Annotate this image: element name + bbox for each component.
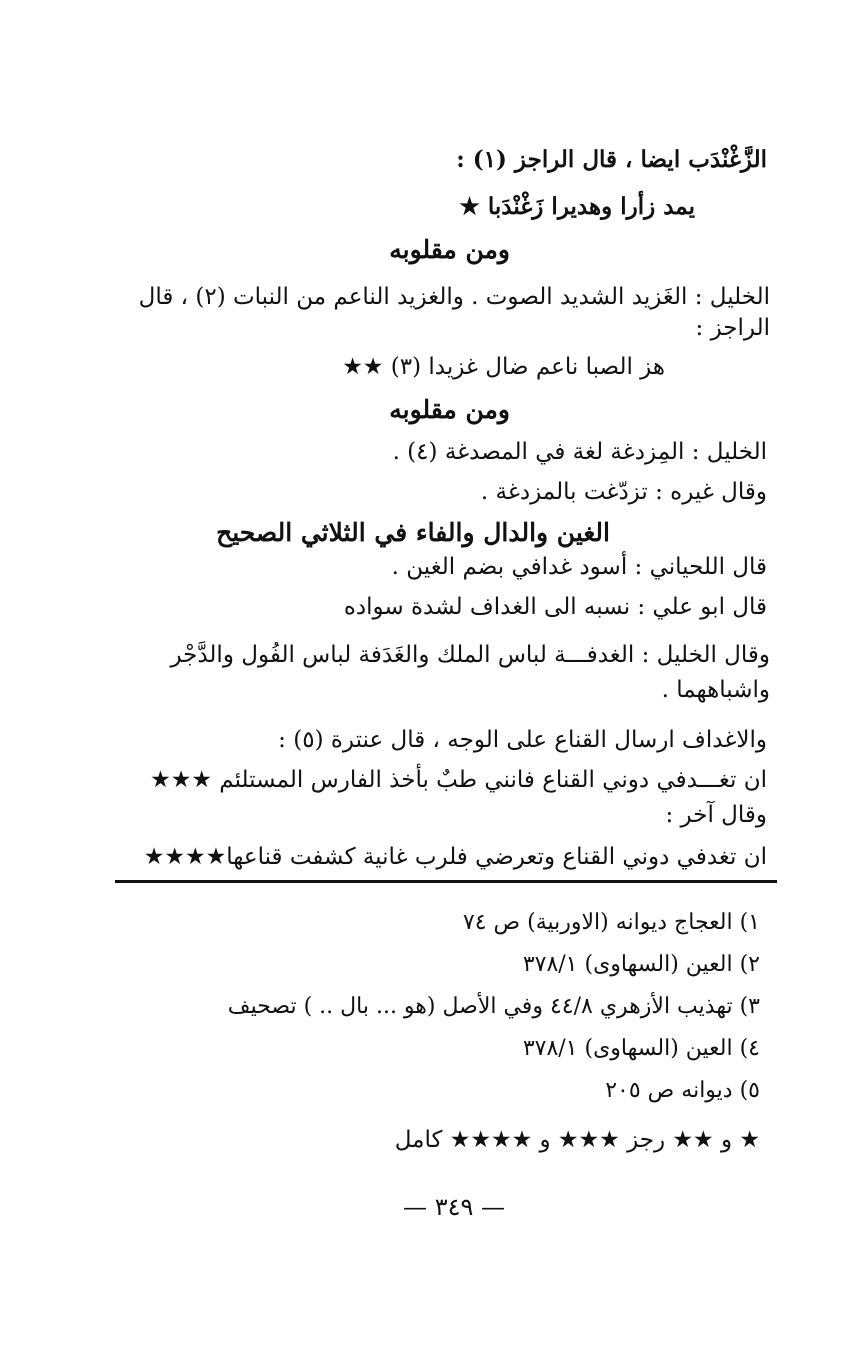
text-line: واشباههما . — [661, 677, 770, 703]
text-line: قال ابو علي : نسبه الى الغداف لشدة سواده — [343, 594, 767, 620]
text-line: الخليل : المِزدغة لغة في المصدغة (٤) . — [392, 439, 767, 465]
footnote: ٤) العين (السهاوى) ٣٧٨/١ — [522, 1036, 760, 1061]
section-heading: ومن مقلوبه — [389, 235, 510, 264]
footnote: ٣) تهذيب الأزهري ٤٤/٨ وفي الأصل (هو ... بال .. ) تصحيف — [227, 994, 760, 1019]
footnote: ٢) العين (السهاوى) ٣٧٨/١ — [522, 952, 760, 977]
section-heading: الغين والدال والفاء في الثلاثي الصحيح — [216, 518, 610, 547]
page-number: — ٣٤٩ — — [403, 1193, 505, 1221]
text-line: وقال آخر : — [665, 802, 767, 828]
verse-line: هز الصبا ناعم ضال غزيدا (٣) ★★ — [342, 354, 665, 380]
text-line: الخليل : الغَزيد الشديد الصوت . والغزيد الناعم من النبات (٢) ، قال — [138, 284, 770, 310]
footnote-divider — [115, 880, 777, 883]
section-heading: ومن مقلوبه — [389, 395, 510, 424]
text-line: والاغداف ارسال القناع على الوجه ، قال عنترة (٥) : — [278, 727, 767, 753]
footnote: ١) العجاج ديوانه (الاوربية) ص ٧٤ — [462, 910, 760, 935]
text-line: وقال الخليل : الغدفـــة لباس الملك والغَدَفة لباس الفُول والدَّجْر — [170, 642, 770, 668]
verse-line: يمد زأرا وهديرا زَغْنْدَبا ★ — [459, 193, 695, 220]
footnote: ٥) ديوانه ص ٢٠٥ — [605, 1078, 760, 1103]
text-line: قال اللحياني : أسود غدافي بضم الغين . — [391, 554, 767, 580]
text-line: الزَّغْنْدَب ايضا ، قال الراجز (١) : — [456, 146, 767, 173]
verse-line: ان تغـــدفي دوني القناع فانني طبٌ بأخذ الفارس المستلئم ★★★ — [150, 767, 767, 793]
verse-line: ان تغدفي دوني القناع وتعرضي فلرب غانية كشفت قناعها★★★★ — [143, 844, 767, 870]
meter-legend: ★ و ★★ رجز ★★★ و ★★★★ كامل — [394, 1127, 760, 1153]
text-line: الراجز : — [695, 315, 770, 341]
text-line: وقال غيره : تزدّغت بالمزدغة . — [480, 479, 767, 505]
